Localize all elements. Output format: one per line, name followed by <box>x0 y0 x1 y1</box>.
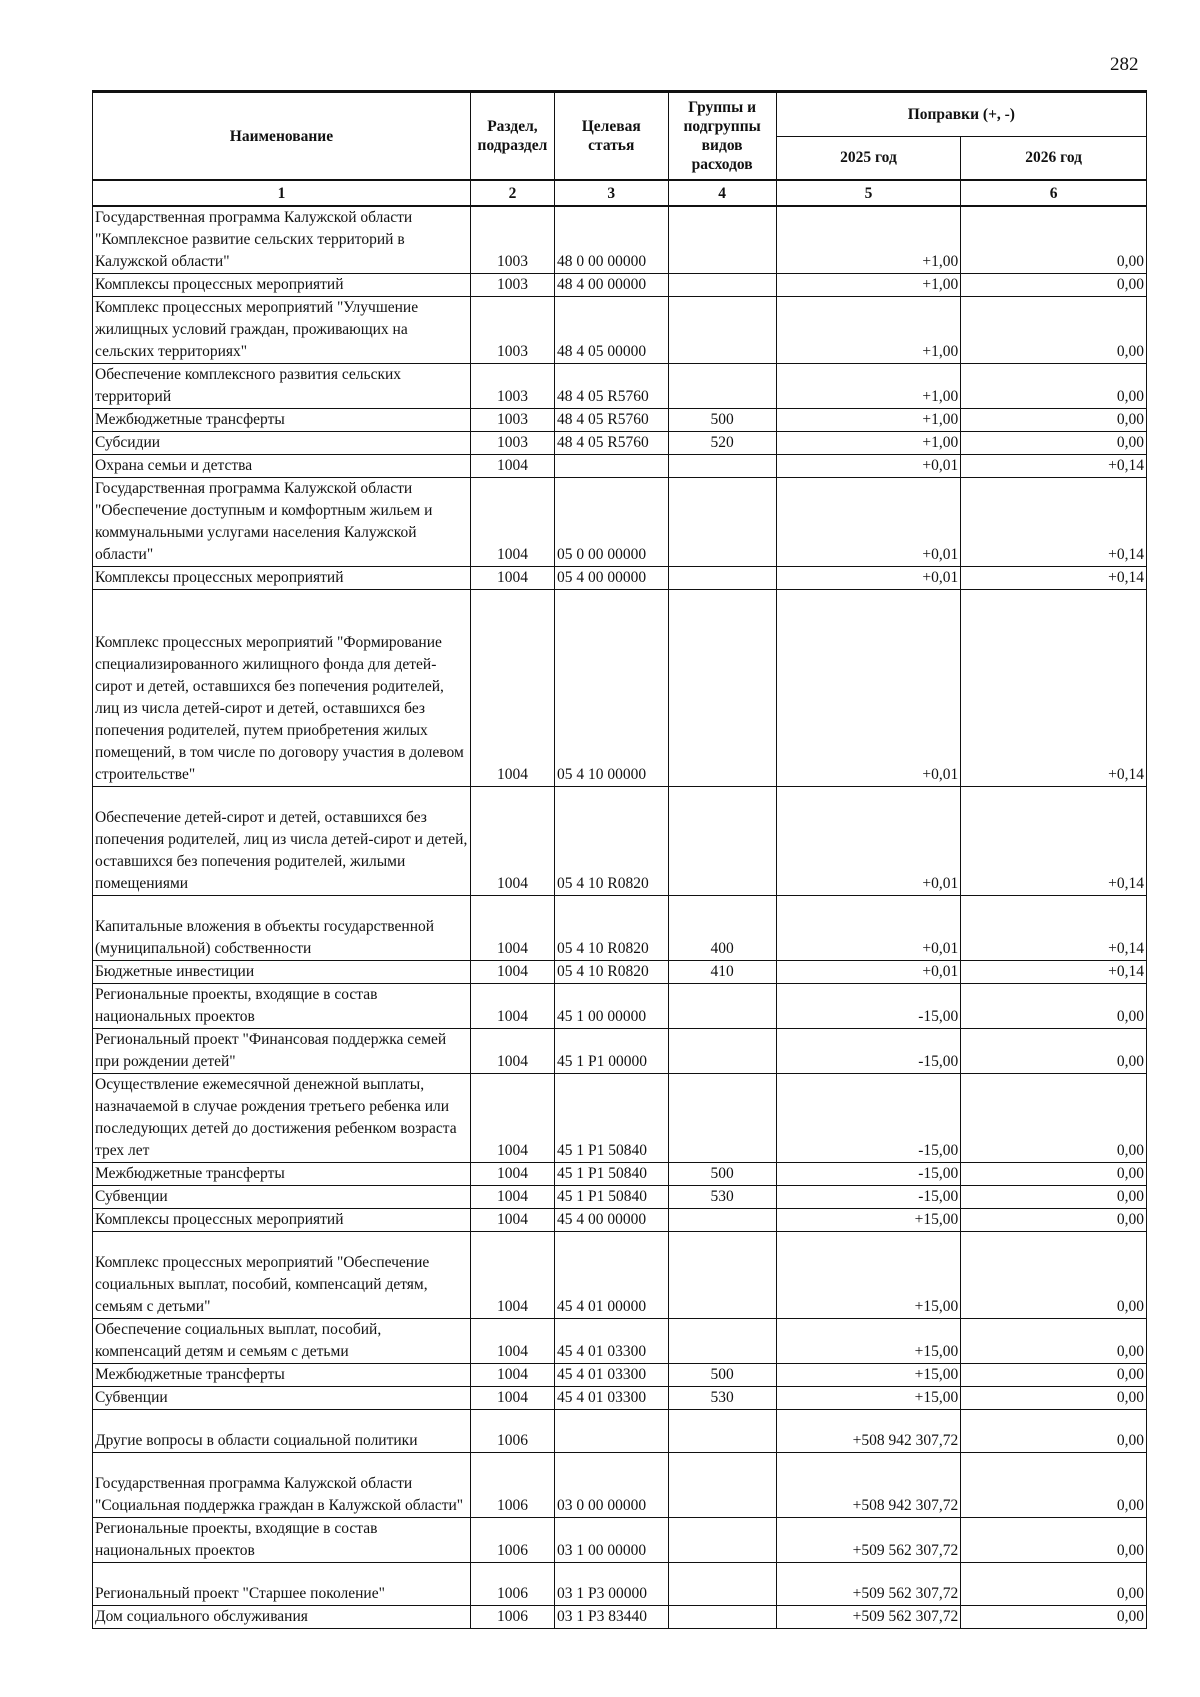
row-name: Бюджетные инвестиции <box>93 961 471 984</box>
table-row <box>93 1319 1147 1364</box>
row-section: 1003 <box>470 432 554 455</box>
row-group <box>668 206 776 274</box>
row-group: 500 <box>668 1163 776 1186</box>
table-row <box>93 409 1147 432</box>
row-2025: +1,00 <box>776 274 961 297</box>
row-2025: +1,00 <box>776 206 961 274</box>
row-name: Комплексы процессных мероприятий <box>93 1209 471 1232</box>
row-2025: -15,00 <box>776 1029 961 1074</box>
row-article: 05 4 10 R0820 <box>554 896 668 961</box>
row-group <box>668 1453 776 1518</box>
row-article: 48 4 05 00000 <box>554 297 668 364</box>
row-2025: +509 562 307,72 <box>776 1518 961 1563</box>
row-2025: +1,00 <box>776 432 961 455</box>
row-name: Комплексы процессных мероприятий <box>93 274 471 297</box>
row-name: Комплексы процессных мероприятий <box>93 567 471 590</box>
table-row <box>93 1364 1147 1387</box>
row-2026: +0,14 <box>961 787 1147 896</box>
row-group: 500 <box>668 1364 776 1387</box>
row-2026: +0,14 <box>961 455 1147 478</box>
row-name: Региональные проекты, входящие в состав национальных проектов <box>93 984 471 1029</box>
row-article: 03 0 00 00000 <box>554 1453 668 1518</box>
row-2025: +15,00 <box>776 1319 961 1364</box>
page-number: 282 <box>1110 54 1139 75</box>
table-row <box>93 1029 1147 1074</box>
row-group <box>668 364 776 409</box>
row-name: Межбюджетные трансферты <box>93 409 471 432</box>
row-article: 03 1 00 00000 <box>554 1518 668 1563</box>
row-section: 1004 <box>470 787 554 896</box>
row-2025: +1,00 <box>776 409 961 432</box>
row-2026: +0,14 <box>961 590 1147 787</box>
table-row <box>93 1518 1147 1563</box>
row-2026: 0,00 <box>961 409 1147 432</box>
row-2026: +0,14 <box>961 478 1147 567</box>
header-section: Раздел, подраздел <box>470 92 554 181</box>
row-group <box>668 455 776 478</box>
row-name: Обеспечение социальных выплат, пособий, компенсаций детям и семьям с детьми <box>93 1319 471 1364</box>
column-number: 2 <box>470 180 554 206</box>
header-amendments: Поправки (+, -) <box>776 92 1146 137</box>
row-section: 1004 <box>470 1074 554 1163</box>
table-row <box>93 1606 1147 1629</box>
row-2026: 0,00 <box>961 1186 1147 1209</box>
table-row <box>93 1453 1147 1518</box>
row-article: 45 4 01 03300 <box>554 1319 668 1364</box>
row-2026: 0,00 <box>961 1410 1147 1453</box>
row-section: 1004 <box>470 455 554 478</box>
row-section: 1004 <box>470 1163 554 1186</box>
row-group: 520 <box>668 432 776 455</box>
row-article: 05 4 00 00000 <box>554 567 668 590</box>
row-2026: +0,14 <box>961 567 1147 590</box>
column-number: 4 <box>668 180 776 206</box>
row-2025: +509 562 307,72 <box>776 1606 961 1629</box>
row-article: 45 1 00 00000 <box>554 984 668 1029</box>
row-section: 1004 <box>470 1364 554 1387</box>
row-section: 1004 <box>470 896 554 961</box>
row-2026: 0,00 <box>961 432 1147 455</box>
row-section: 1004 <box>470 590 554 787</box>
row-2025: -15,00 <box>776 984 961 1029</box>
row-2025: -15,00 <box>776 1186 961 1209</box>
row-name: Региональный проект "Старшее поколение" <box>93 1563 471 1606</box>
row-group <box>668 1209 776 1232</box>
row-2026: 0,00 <box>961 1606 1147 1629</box>
row-2025: +0,01 <box>776 455 961 478</box>
row-2025: -15,00 <box>776 1074 961 1163</box>
row-section: 1006 <box>470 1453 554 1518</box>
row-2026: 0,00 <box>961 1209 1147 1232</box>
row-2025: +15,00 <box>776 1364 961 1387</box>
row-article: 48 4 00 00000 <box>554 274 668 297</box>
row-article: 05 0 00 00000 <box>554 478 668 567</box>
row-article: 05 4 10 R0820 <box>554 787 668 896</box>
row-2026: 0,00 <box>961 1563 1147 1606</box>
row-name: Государственная программа Калужской области "Обеспечение доступным и комфортным жильем и коммунальными услугами населения Калужской области" <box>93 478 471 567</box>
row-group <box>668 1074 776 1163</box>
row-section: 1006 <box>470 1563 554 1606</box>
row-section: 1006 <box>470 1518 554 1563</box>
row-group <box>668 1606 776 1629</box>
row-2025: +0,01 <box>776 961 961 984</box>
row-article: 03 1 P3 83440 <box>554 1606 668 1629</box>
table-row <box>93 206 1147 274</box>
row-section: 1003 <box>470 364 554 409</box>
row-section: 1003 <box>470 409 554 432</box>
row-2026: 0,00 <box>961 1387 1147 1410</box>
row-group: 530 <box>668 1186 776 1209</box>
row-section: 1003 <box>470 274 554 297</box>
table-row <box>93 567 1147 590</box>
row-article <box>554 1410 668 1453</box>
row-group <box>668 567 776 590</box>
table-row <box>93 1410 1147 1453</box>
row-2026: 0,00 <box>961 984 1147 1029</box>
row-group: 400 <box>668 896 776 961</box>
row-name: Межбюджетные трансферты <box>93 1163 471 1186</box>
row-name: Капитальные вложения в объекты государственной (муниципальной) собственности <box>93 896 471 961</box>
table-row <box>93 984 1147 1029</box>
row-article: 45 1 P1 50840 <box>554 1163 668 1186</box>
row-section: 1004 <box>470 984 554 1029</box>
row-2025: +508 942 307,72 <box>776 1410 961 1453</box>
column-number: 1 <box>93 180 471 206</box>
row-name: Осуществление ежемесячной денежной выплаты, назначаемой в случае рождения третьего ребенка или последующих детей до достижения ребенком возраста трех лет <box>93 1074 471 1163</box>
row-2025: +1,00 <box>776 364 961 409</box>
row-article: 48 4 05 R5760 <box>554 364 668 409</box>
row-2025: +15,00 <box>776 1209 961 1232</box>
row-group: 500 <box>668 409 776 432</box>
row-2026: +0,14 <box>961 961 1147 984</box>
row-2025: +509 562 307,72 <box>776 1563 961 1606</box>
row-group <box>668 984 776 1029</box>
row-name: Межбюджетные трансферты <box>93 1364 471 1387</box>
row-2025: +15,00 <box>776 1232 961 1319</box>
row-2026: 0,00 <box>961 274 1147 297</box>
row-2025: +15,00 <box>776 1387 961 1410</box>
header-groups: Группы и подгруппы видов расходов <box>668 92 776 181</box>
table-row <box>93 274 1147 297</box>
header-name: Наименование <box>93 92 471 181</box>
row-section: 1006 <box>470 1606 554 1629</box>
row-name: Субвенции <box>93 1387 471 1410</box>
row-section: 1004 <box>470 1209 554 1232</box>
row-2025: +0,01 <box>776 567 961 590</box>
row-section: 1003 <box>470 297 554 364</box>
table-row <box>93 1563 1147 1606</box>
table-row <box>93 787 1147 896</box>
table-row <box>93 1163 1147 1186</box>
table-row <box>93 478 1147 567</box>
row-name: Субвенции <box>93 1186 471 1209</box>
row-group <box>668 1232 776 1319</box>
row-name: Дом социального обслуживания <box>93 1606 471 1629</box>
header-article: Целевая статья <box>554 92 668 181</box>
row-name: Субсидии <box>93 432 471 455</box>
table-row <box>93 1387 1147 1410</box>
column-number: 6 <box>961 180 1147 206</box>
row-2026: 0,00 <box>961 1518 1147 1563</box>
table-row <box>93 1074 1147 1163</box>
row-name: Другие вопросы в области социальной политики <box>93 1410 471 1453</box>
row-2026: 0,00 <box>961 297 1147 364</box>
row-2026: 0,00 <box>961 206 1147 274</box>
row-article: 03 1 P3 00000 <box>554 1563 668 1606</box>
row-section: 1004 <box>470 1232 554 1319</box>
table-row <box>93 1209 1147 1232</box>
table-row <box>93 590 1147 787</box>
table-row <box>93 364 1147 409</box>
table-row <box>93 1232 1147 1319</box>
row-group <box>668 1410 776 1453</box>
table-row <box>93 297 1147 364</box>
row-2026: 0,00 <box>961 1319 1147 1364</box>
row-article: 45 4 01 03300 <box>554 1387 668 1410</box>
row-2025: +0,01 <box>776 590 961 787</box>
row-article: 45 4 01 03300 <box>554 1364 668 1387</box>
row-section: 1006 <box>470 1410 554 1453</box>
budget-amendments-table <box>92 90 1147 1629</box>
row-article: 48 4 05 R5760 <box>554 432 668 455</box>
row-section: 1004 <box>470 1186 554 1209</box>
row-2026: 0,00 <box>961 1453 1147 1518</box>
row-name: Региональный проект "Финансовая поддержка семей при рождении детей" <box>93 1029 471 1074</box>
column-number: 5 <box>776 180 961 206</box>
row-2025: -15,00 <box>776 1163 961 1186</box>
row-name: Комплекс процессных мероприятий "Улучшение жилищных условий граждан, проживающих на сельских территориях" <box>93 297 471 364</box>
row-article: 45 1 P1 00000 <box>554 1029 668 1074</box>
row-2025: +508 942 307,72 <box>776 1453 961 1518</box>
row-article: 45 1 P1 50840 <box>554 1074 668 1163</box>
row-group <box>668 1029 776 1074</box>
row-2025: +1,00 <box>776 297 961 364</box>
row-article: 45 4 01 00000 <box>554 1232 668 1319</box>
table-row <box>93 432 1147 455</box>
row-2026: +0,14 <box>961 896 1147 961</box>
header-year-2026: 2026 год <box>961 136 1147 180</box>
table-row <box>93 896 1147 961</box>
row-article: 45 1 P1 50840 <box>554 1186 668 1209</box>
row-group: 530 <box>668 1387 776 1410</box>
row-group: 410 <box>668 961 776 984</box>
header-year-2025: 2025 год <box>776 136 961 180</box>
row-group <box>668 274 776 297</box>
table-row <box>93 961 1147 984</box>
row-article: 05 4 10 R0820 <box>554 961 668 984</box>
row-article: 45 4 00 00000 <box>554 1209 668 1232</box>
table-row <box>93 455 1147 478</box>
table-row <box>93 1186 1147 1209</box>
row-name: Комплекс процессных мероприятий "Формирование специализированного жилищного фонда для детей-сирот и детей, оставшихся без попечения родителей, лиц из числа детей-сирот и детей, оставшихся без попечения родителей, путем приобретения жилых помещений, в том числе по договору участия в долевом строительстве" <box>93 590 471 787</box>
row-group <box>668 297 776 364</box>
row-2026: 0,00 <box>961 364 1147 409</box>
row-article <box>554 455 668 478</box>
row-2026: 0,00 <box>961 1074 1147 1163</box>
row-section: 1004 <box>470 567 554 590</box>
row-article: 05 4 10 00000 <box>554 590 668 787</box>
row-section: 1004 <box>470 1319 554 1364</box>
row-article: 48 4 05 R5760 <box>554 409 668 432</box>
row-group <box>668 1563 776 1606</box>
row-group <box>668 787 776 896</box>
row-name: Охрана семьи и детства <box>93 455 471 478</box>
row-2026: 0,00 <box>961 1163 1147 1186</box>
row-group <box>668 478 776 567</box>
row-group <box>668 1518 776 1563</box>
row-name: Комплекс процессных мероприятий "Обеспечение социальных выплат, пособий, компенсаций детям, семьям с детьми" <box>93 1232 471 1319</box>
row-name: Государственная программа Калужской области "Комплексное развитие сельских территорий в Калужской области" <box>93 206 471 274</box>
row-2025: +0,01 <box>776 478 961 567</box>
row-2026: 0,00 <box>961 1232 1147 1319</box>
row-name: Государственная программа Калужской области "Социальная поддержка граждан в Калужской области" <box>93 1453 471 1518</box>
row-2025: +0,01 <box>776 787 961 896</box>
row-2025: +0,01 <box>776 896 961 961</box>
row-group <box>668 1319 776 1364</box>
row-section: 1003 <box>470 206 554 274</box>
row-2026: 0,00 <box>961 1029 1147 1074</box>
row-group <box>668 590 776 787</box>
row-article: 48 0 00 00000 <box>554 206 668 274</box>
row-section: 1004 <box>470 961 554 984</box>
column-number: 3 <box>554 180 668 206</box>
row-section: 1004 <box>470 478 554 567</box>
row-name: Региональные проекты, входящие в состав национальных проектов <box>93 1518 471 1563</box>
row-section: 1004 <box>470 1387 554 1410</box>
row-2026: 0,00 <box>961 1364 1147 1387</box>
row-name: Обеспечение детей-сирот и детей, оставшихся без попечения родителей, лиц из числа детей-сирот и детей, оставшихся без попечения родителей, жилыми помещениями <box>93 787 471 896</box>
row-name: Обеспечение комплексного развития сельских территорий <box>93 364 471 409</box>
row-section: 1004 <box>470 1029 554 1074</box>
